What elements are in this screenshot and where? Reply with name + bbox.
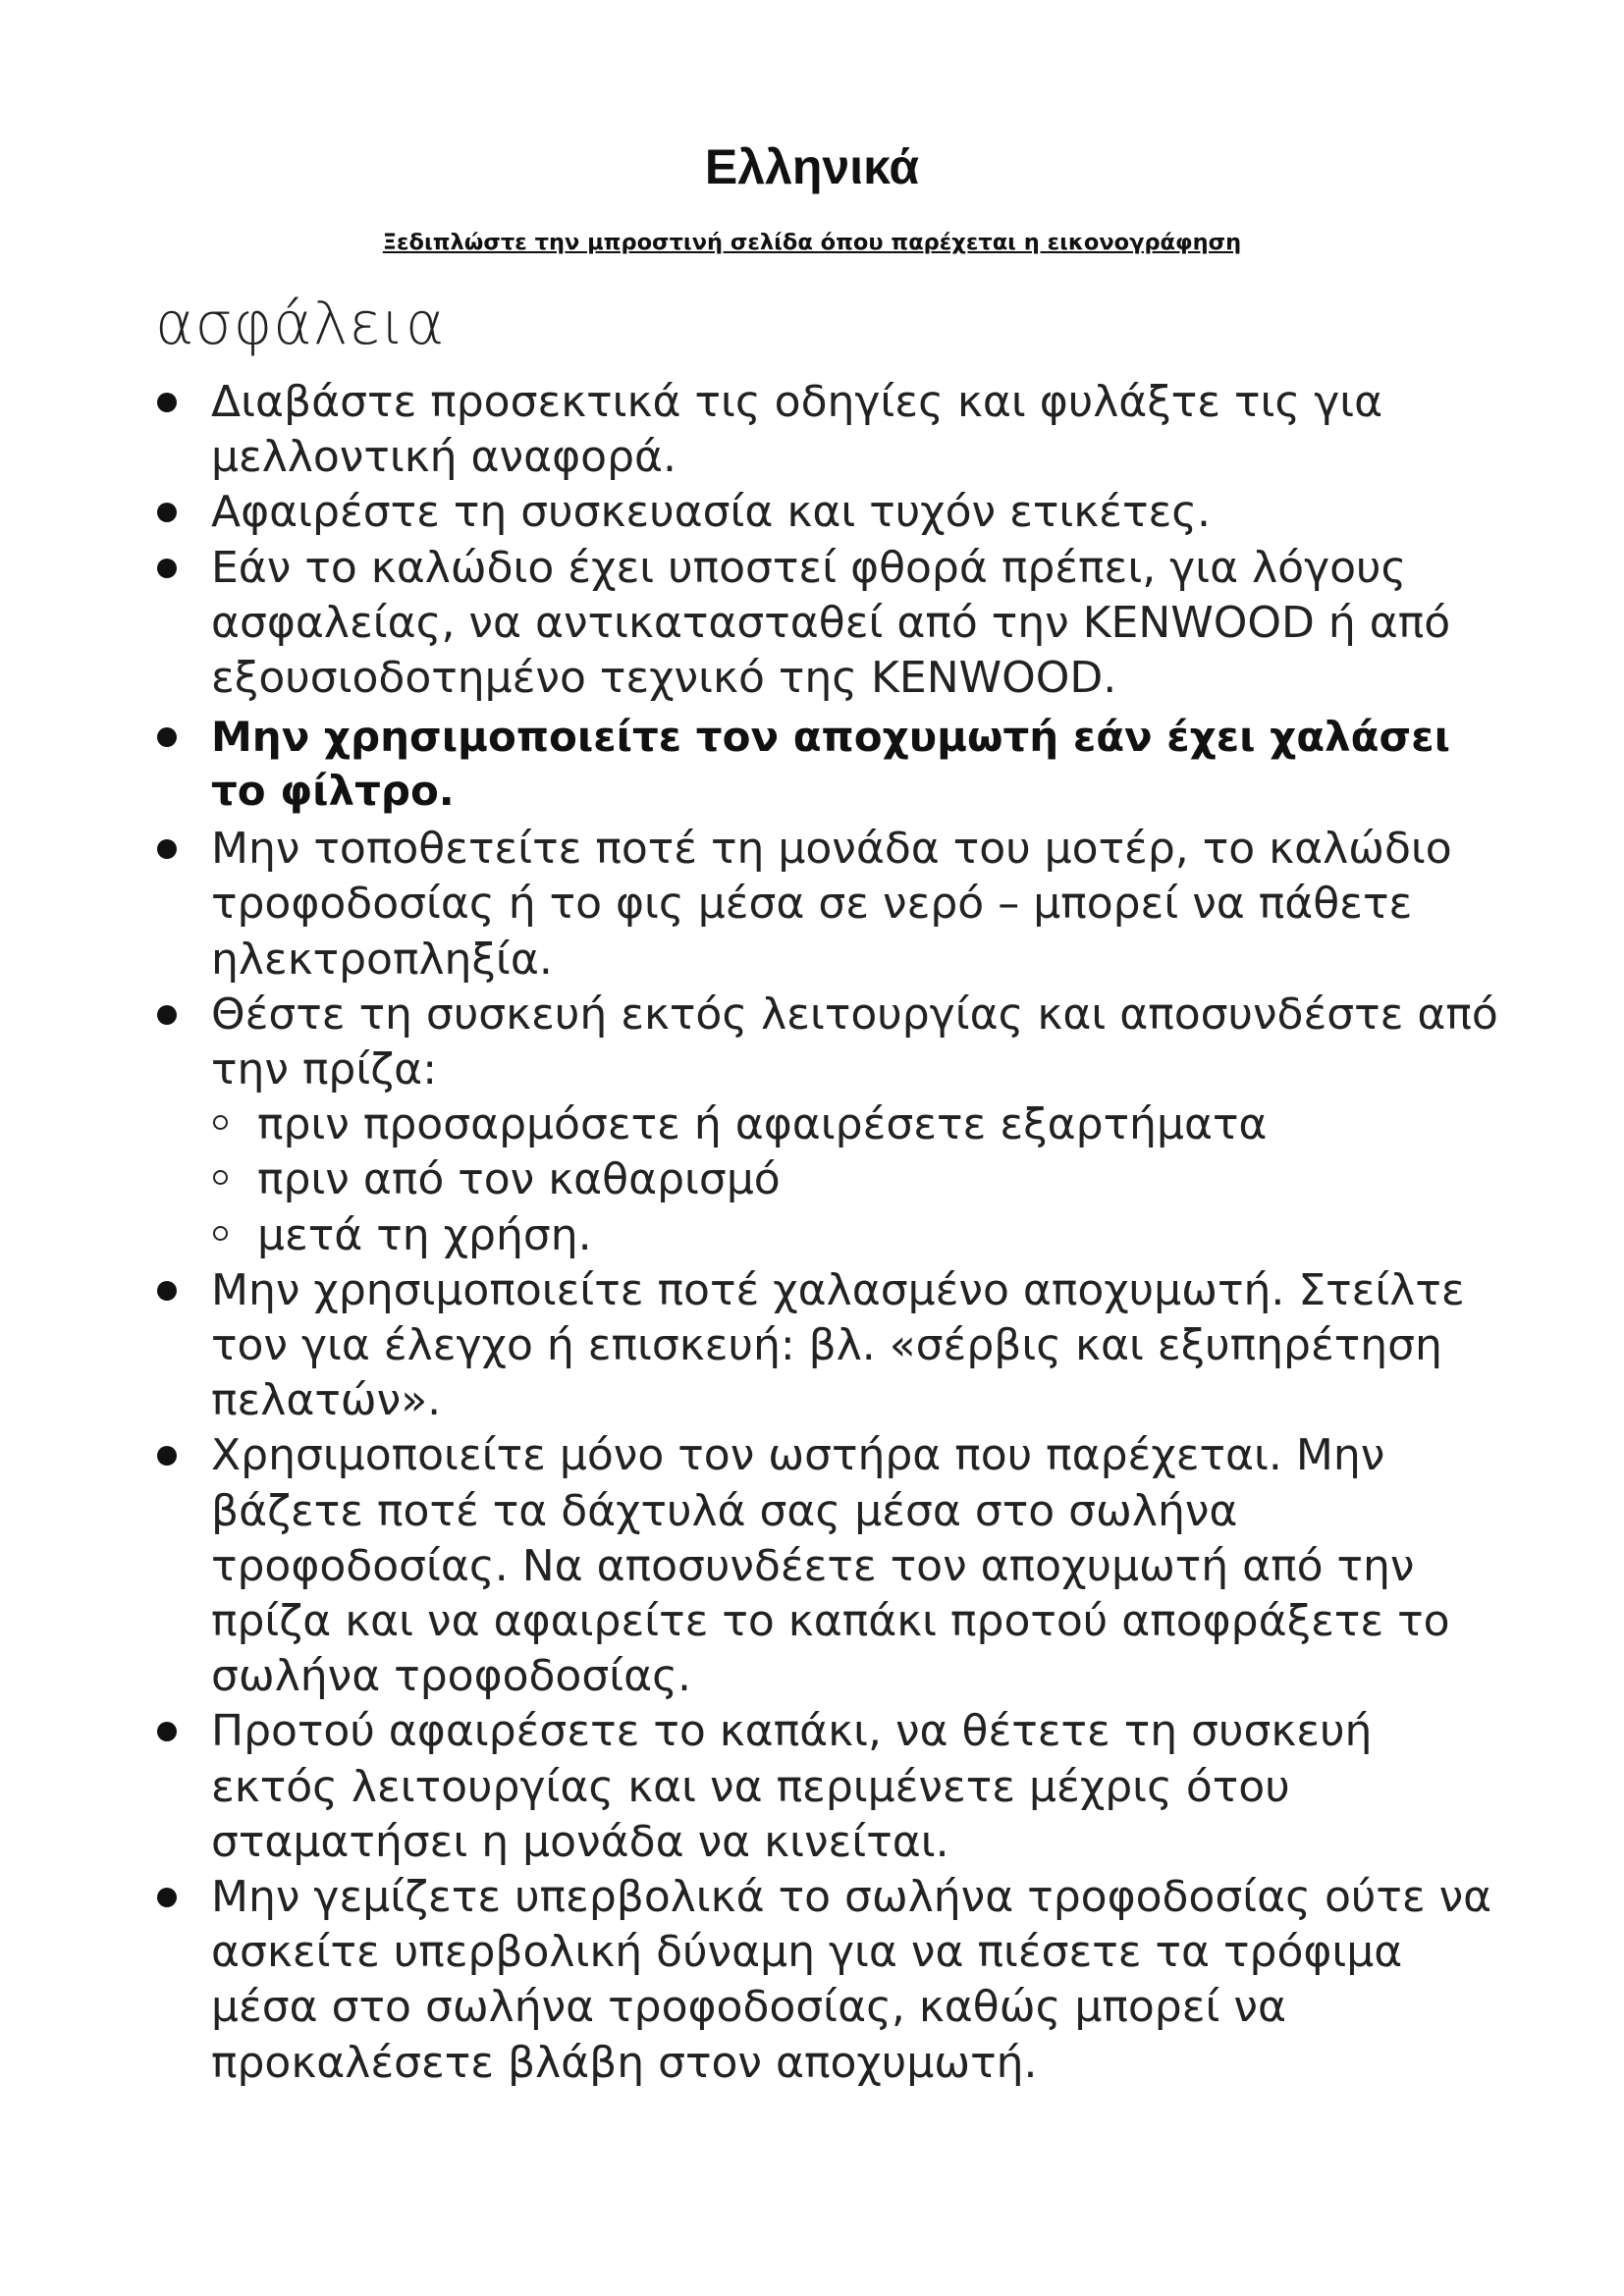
safety-item-text: Μην χρησιμοποιείτε ποτέ χαλασμένο αποχυμωτή. Στείλτε τον για έλεγχο ή επισκευή: βλ. «σέρβις και εξυπηρέτηση πελατών». [211, 1264, 1465, 1426]
safety-item [155, 1870, 1510, 2091]
section-title-safety: ασφάλεια [155, 290, 446, 358]
safety-item-text: Μην γεμίζετε υπερβολικά το σωλήνα τροφοδοσίας ούτε να ασκείτε υπερβολική δύναμη για να πιέσετε τα τρόφιμα μέσα στο σωλήνα τροφοδοσίας, καθώς μπορεί να προκαλέσετε βλάβη στον αποχυμωτή. [211, 1872, 1492, 2088]
safety-list [155, 375, 1510, 2091]
safety-item [155, 1263, 1510, 1429]
bullet-icon [157, 1005, 177, 1025]
safety-item [155, 1704, 1510, 1870]
bullet-icon [157, 1446, 177, 1466]
safety-subitem-text: μετά τη χρήση. [257, 1209, 592, 1260]
safety-item [155, 485, 1510, 540]
safety-item-text: Θέστε τη συσκευή εκτός λειτουργίας και αποσυνδέστε από την πρίζα: [211, 988, 1498, 1095]
safety-item [155, 988, 1510, 1263]
bullet-icon [157, 1281, 177, 1301]
safety-item-text: Προτού αφαιρέσετε το καπάκι, να θέτετε τη συσκευή εκτός λειτουργίας και να περιμένετε μέχρις ότου σταματήσει η μονάδα να κινείται. [211, 1706, 1373, 1867]
safety-item-text: Χρησιμοποιείτε μόνο τον ωστήρα που παρέχεται. Μην βάζετε ποτέ τα δάχτυλά σας μέσα στο σωλήνα τροφοδοσίας. Να αποσυνδέετε τον αποχυμωτή από την πρίζα και να αφαιρείτε το καπάκι προτού αποφράξετε το σωλήνα τροφοδοσίας. [211, 1430, 1450, 1702]
safety-item [155, 375, 1510, 485]
bullet-icon [157, 559, 177, 578]
bullet-icon [157, 839, 177, 859]
safety-subitem [211, 1208, 1510, 1263]
bullet-icon [157, 1888, 177, 1907]
safety-item [155, 541, 1510, 707]
safety-subitem [211, 1097, 1510, 1152]
language-heading: Ελληνικά [704, 139, 920, 194]
safety-subitem-text: πριν προσαρμόσετε ή αφαιρέσετε εξαρτήματα [257, 1099, 1268, 1150]
safety-subitem-text: πριν από τον καθαρισμό [257, 1154, 781, 1205]
safety-item-emphasized [155, 706, 1510, 822]
bullet-icon [157, 393, 177, 412]
bullet-icon [157, 503, 177, 522]
circle-bullet-icon [213, 1170, 228, 1185]
bullet-icon [157, 1722, 177, 1741]
safety-sublist [211, 1097, 1510, 1263]
unfold-instruction: Ξεδιπλώστε την μπροστινή σελίδα όπου παρέχεται η εικονογράφηση [382, 230, 1242, 255]
circle-bullet-icon [213, 1115, 228, 1130]
safety-subitem [211, 1152, 1510, 1207]
safety-item-text: Διαβάστε προσεκτικά τις οδηγίες και φυλάξτε τις για μελλοντική αναφορά. [211, 377, 1383, 483]
bullet-icon [157, 727, 177, 747]
circle-bullet-icon [213, 1226, 228, 1241]
safety-item-text: Εάν το καλώδιο έχει υποστεί φθορά πρέπει, για λόγους ασφαλείας, να αντικατασταθεί από την KENWOOD ή από εξουσιοδοτημένο τεχνικό της KENWOOD. [211, 542, 1451, 704]
safety-item-text: Μην χρησιμοποιείτε τον αποχυμωτή εάν έχει χαλάσει το φίλτρο. [211, 713, 1450, 816]
safety-item [155, 822, 1510, 988]
safety-item-text: Αφαιρέστε τη συσκευασία και τυχόν ετικέτες. [211, 487, 1212, 538]
safety-item [155, 1428, 1510, 1704]
safety-item-text: Μην τοποθετείτε ποτέ τη μονάδα του μοτέρ, το καλώδιο τροφοδοσίας ή το φις μέσα σε νερό – μπορεί να πάθετε ηλεκτροπληξία. [211, 824, 1452, 985]
